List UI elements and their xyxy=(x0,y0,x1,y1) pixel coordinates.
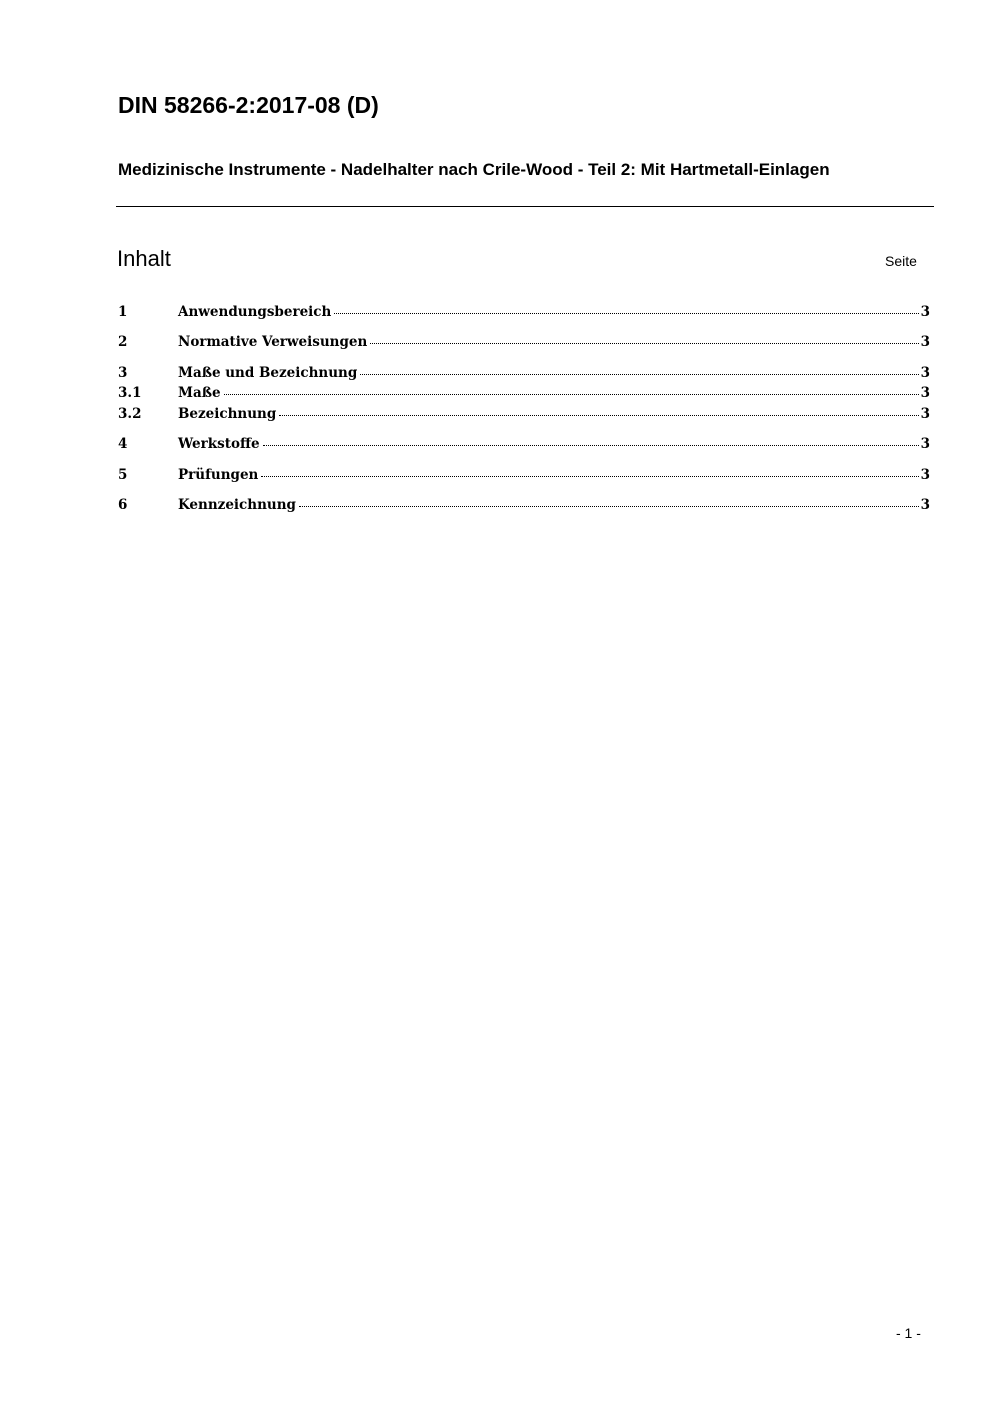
toc-entry-title: Kennzeichnung xyxy=(178,497,296,513)
toc-entry[interactable] xyxy=(118,434,930,454)
toc-dot-leader xyxy=(334,312,918,314)
toc-entry-number: 1 xyxy=(118,304,128,320)
toc-entry[interactable] xyxy=(118,404,930,424)
toc-entry-page: 3 xyxy=(920,436,930,452)
toc-dot-leader xyxy=(263,444,919,446)
page-number: - 1 - xyxy=(896,1325,921,1341)
toc-entry-title: Normative Verweisungen xyxy=(178,334,368,350)
toc-entry[interactable] xyxy=(118,495,930,515)
toc-entry-number: 6 xyxy=(118,497,128,513)
toc-entry-page: 3 xyxy=(920,497,930,513)
toc-entry[interactable] xyxy=(118,465,930,485)
toc-page-column-label: Seite xyxy=(885,253,917,269)
toc-entry-title: Anwendungsbereich xyxy=(178,304,332,320)
toc-entry-number: 2 xyxy=(118,334,128,350)
toc-entry-title: Bezeichnung xyxy=(178,406,277,422)
toc-entry-number: 3.1 xyxy=(118,385,142,401)
toc-entry[interactable] xyxy=(118,302,930,322)
toc-entry-number: 4 xyxy=(118,436,128,452)
title-divider xyxy=(116,206,934,207)
toc-entry-title: Werkstoffe xyxy=(178,436,260,452)
toc-entry-page: 3 xyxy=(920,406,930,422)
toc-dot-leader xyxy=(224,393,919,395)
toc-heading: Inhalt xyxy=(117,246,171,271)
toc-entry[interactable] xyxy=(118,332,930,352)
document-title: DIN 58266-2:2017-08 (D) xyxy=(118,92,379,118)
toc-dot-leader xyxy=(261,475,918,477)
toc-entry-number: 3.2 xyxy=(118,406,142,422)
toc-entry[interactable] xyxy=(118,363,930,383)
toc-entry-page: 3 xyxy=(920,365,930,381)
toc-entry-number: 5 xyxy=(118,467,128,483)
toc-entry-page: 3 xyxy=(920,334,930,350)
toc-dot-leader xyxy=(370,342,918,344)
toc-entry[interactable] xyxy=(118,383,930,403)
toc-entry-title: Maße xyxy=(178,385,221,401)
toc-entry-page: 3 xyxy=(920,304,930,320)
toc-entry-number: 3 xyxy=(118,365,128,381)
toc-entry-title: Prüfungen xyxy=(178,467,259,483)
toc-dot-leader xyxy=(279,414,918,416)
toc-dot-leader xyxy=(299,505,919,507)
document-subtitle: Medizinische Instrumente - Nadelhalter nach Crile-Wood - Teil 2: Mit Hartmetall-Einlagen xyxy=(118,160,830,179)
toc-entry-title: Maße und Bezeichnung xyxy=(178,365,358,381)
toc-dot-leader xyxy=(360,373,918,375)
toc-entry-page: 3 xyxy=(920,467,930,483)
toc-entry-page: 3 xyxy=(920,385,930,401)
